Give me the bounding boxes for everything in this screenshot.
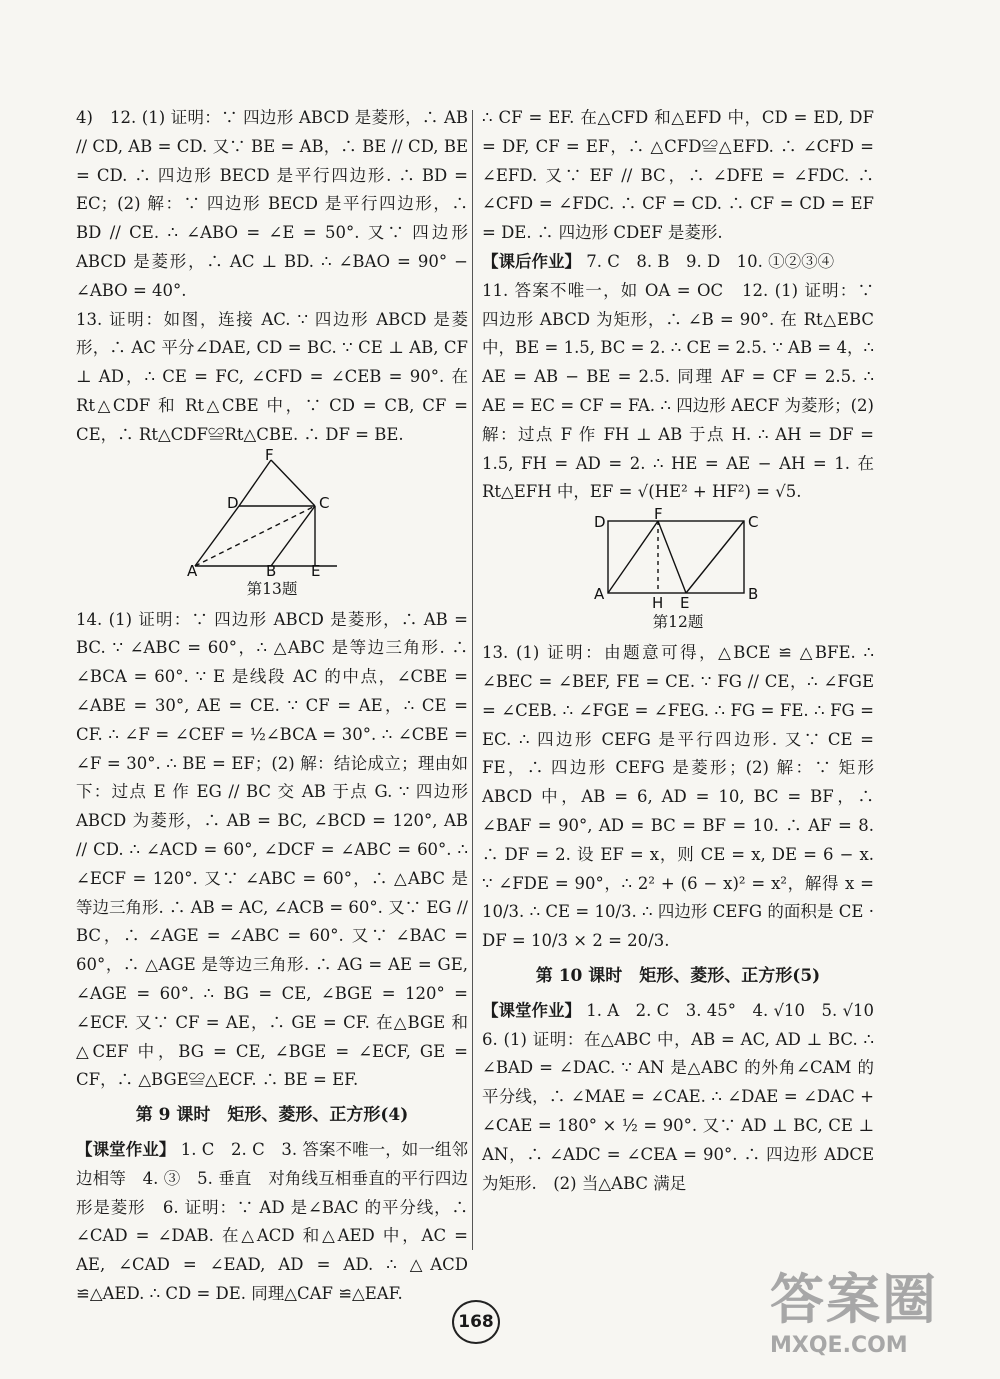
right-column	[482, 104, 891, 1198]
fig12-label-d: D	[594, 513, 606, 532]
fig12-label-b: B	[748, 585, 759, 604]
fig13-label-d: D	[227, 493, 239, 512]
answer-12-left: 4) 12. (1) 证明：∵ 四边形 ABCD 是菱形，∴ AB // CD, AB = CD. 又∵ BE = AB，∴ BE // CD, BE = CD. ∴ 四边形 BECD 是平行四边形. ∴ BD = EC；(2) 解：∵ 四边形 BECD 是平行四边形，∴ BD // CE. ∴ ∠ABO = ∠E = 50°. 又∵ 四边形 ABCD 是菱形，∴ AC ⊥ BD. ∴ ∠BAO = 90° − ∠ABO = 40°.	[76, 108, 468, 300]
figure-12	[588, 505, 768, 613]
column-divider	[472, 110, 473, 1250]
fig13-label-a: A	[187, 561, 198, 580]
fig13-label-c: C	[319, 493, 330, 512]
after-class-answers	[482, 248, 874, 277]
fig13-label-e: E	[311, 561, 321, 580]
after-class-text: 7. C 8. B 9. D 10. ①②③④	[581, 251, 835, 271]
tag-after-class: 【课后作业】	[482, 251, 581, 271]
tag-classwork-10: 【课堂作业】	[482, 1000, 581, 1020]
figure-13	[187, 445, 357, 580]
homework-10-text: 1. A 2. C 3. 45° 4. √10 5. √10 6. (1) 证明：在△ABC 中，AB = AC, AD ⊥ BC. ∴ ∠BAD = ∠DAC. ∵ AN 是△ABC 的外角∠CAM 的平分线，∴ ∠MAE = ∠CAE. ∴ ∠DAE = ∠DAC + ∠CAE = 180° × ½ = 90°. 又∵ AD ⊥ BC, CE ⊥ AN，∴ ∠ADC = ∠CEA = 90°. ∴ 四边形 ADCE 为矩形. (2) 当△ABC 满足	[482, 1000, 891, 1193]
watermark	[770, 1268, 990, 1374]
answer-13-right: 13. (1) 证明：由题意可得，△BCE ≌ △BFE. ∴ ∠BEC = ∠BEF, FE = CE. ∵ FG // CE，∴ ∠FGE = ∠CEB. ∴ ∠FGE = ∠FEG. ∴ FG = FE. ∴ FG = EC. ∴ 四边形 CEFG 是平行四边形. 又∵ CE = FE，∴ 四边形 CEFG 是菱形；(2) 解：∵ 矩形 ABCD 中，AB = 6, AD = 10, BC = BF，∴ ∠BAF = 90°, AD = BC = BF = 10. ∴ AF = 8. ∴ DF = 2. 设 EF = x，则 CE = x, DE = 6 − x. ∵ ∠FDE = 90°，∴ 2² + (6 − x)² = x²，解得 x = 10/3. ∴ CE = 10/3. ∴ 四边形 CEFG 的面积是 CE · DF = 10/3 × 2 = 20/3.	[482, 643, 874, 951]
left-column	[76, 104, 468, 1309]
answer-14-left: 14. (1) 证明：∵ 四边形 ABCD 是菱形，∴ AB = BC. ∵ ∠ABC = 60°，∴ △ABC 是等边三角形. ∴ ∠BCA = 60°. ∵ E 是线段 AC 的中点，∠CBE = ∠ABE = 30°, AE = CE. ∵ CF = AE，∴ CE = CF. ∴ ∠F = ∠CEF = ½∠BCA = 30°. ∴ ∠CBE = ∠F = 30°. ∴ BE = EF；(2) 解：结论成立；理由如下：过点 E 作 EG // BC 交 AB 于点 G. ∵ 四边形 ABCD 为菱形，∴ AB = BC, ∠BCD = 120°, AB // CD. ∴ ∠ACD = 60°, ∠DCF = ∠ABC = 60°. ∴ ∠ECF = 120°. 又∵ ∠ABC = 60°，∴ △ABC 是等边三角形. ∴ AB = AC, ∠ACB = 60°. 又∵ EG // BC，∴ ∠AGE = ∠ABC = 60°. 又∵ ∠BAC = 60°，∴ △AGE 是等边三角形. ∴ AG = AE = GE, ∠AGE = 60°. ∴ BG = CE, ∠BGE = 120° = ∠ECF. 又∵ CF = AE，∴ GE = CF. 在△BGE 和△CEF 中，BG = CE, ∠BGE = ∠ECF, GE = CF，∴ △BGE≌△ECF. ∴ BE = EF.	[76, 609, 468, 1090]
answer-11-12-right: 11. 答案不唯一，如 OA = OC 12. (1) 证明：∵ 四边形 ABCD 为矩形，∴ ∠B = 90°. 在 Rt△EBC 中，BE = 1.5, BC = 2. ∴ CE = 2.5. ∵ AB = 4，∴ AE = AB − BE = 2.5. 同理 AF = CF = 2.5. ∴ AE = EC = CF = FA. ∴ 四边形 AECF 为菱形；(2) 解：过点 F 作 FH ⊥ AB 于点 H. ∴ AH = DF = 1.5, FH = AD = 2. ∴ HE = AE − AH = 1. 在 Rt△EFH 中，EF = √(HE² + HF²) = √5.	[482, 280, 874, 502]
fig13-label-f: F	[265, 445, 274, 464]
fig13-label-b: B	[266, 561, 277, 580]
answer-13-left: 13. 证明：如图，连接 AC. ∵ 四边形 ABCD 是菱形，∴ AC 平分∠DAE, CD = BC. ∵ CE ⊥ AB, CF ⊥ AD，∴ CE = FC, ∠CFD = ∠CEB = 90°. 在 Rt△CDF 和 Rt△CBE 中，∵ CD = CB, CF = CE，∴ Rt△CDF≌Rt△CBE. ∴ DF = BE.	[76, 309, 468, 444]
proof-continued: ∴ CF = EF. 在△CFD 和△EFD 中，CD = ED, DF = DF, CF = EF，∴ △CFD≌△EFD. ∴ ∠CFD = ∠EFD. 又∵ EF // BC，∴ ∠DFE = ∠FDC. ∴ ∠CFD = ∠FDC. ∴ CF = CD. ∴ CF = CD = EF = DE. ∴ 四边形 CDEF 是菱形.	[482, 108, 874, 243]
tag-classwork-9: 【课堂作业】	[76, 1139, 176, 1159]
page-number: 168	[452, 1300, 500, 1344]
fig12-label-c: C	[748, 513, 759, 532]
watermark-text: 答案圈	[770, 1268, 938, 1331]
fig12-label-h: H	[652, 594, 664, 613]
figure-12-caption: 第12题	[652, 613, 704, 632]
homework-9	[76, 1136, 468, 1309]
section-heading-10: 第 10 课时 矩形、菱形、正方形(5)	[535, 965, 821, 986]
fig12-label-a: A	[594, 585, 605, 604]
homework-10	[482, 997, 891, 1199]
fig12-label-e: E	[680, 594, 690, 613]
figure-13-caption: 第13题	[246, 579, 298, 598]
fig12-label-f: F	[654, 505, 663, 524]
watermark-url: MXQE.COM	[770, 1333, 908, 1358]
section-heading-9: 第 9 课时 矩形、菱形、正方形(4)	[135, 1105, 409, 1126]
homework-9-text: 1. C 2. C 3. 答案不唯一，如一组邻边相等 4. ③ 5. 垂直 对角线互相垂直的平行四边形是菱形 6. 证明：∵ AD 是∠BAC 的平分线，∴ ∠CAD = ∠DAB. 在△ACD 和△AED 中，AC = AE, ∠CAD = ∠EAD, AD = AD. ∴ △ACD ≌△AED. ∴ CD = DE. 同理△CAF ≌△EAF.	[76, 1139, 468, 1303]
